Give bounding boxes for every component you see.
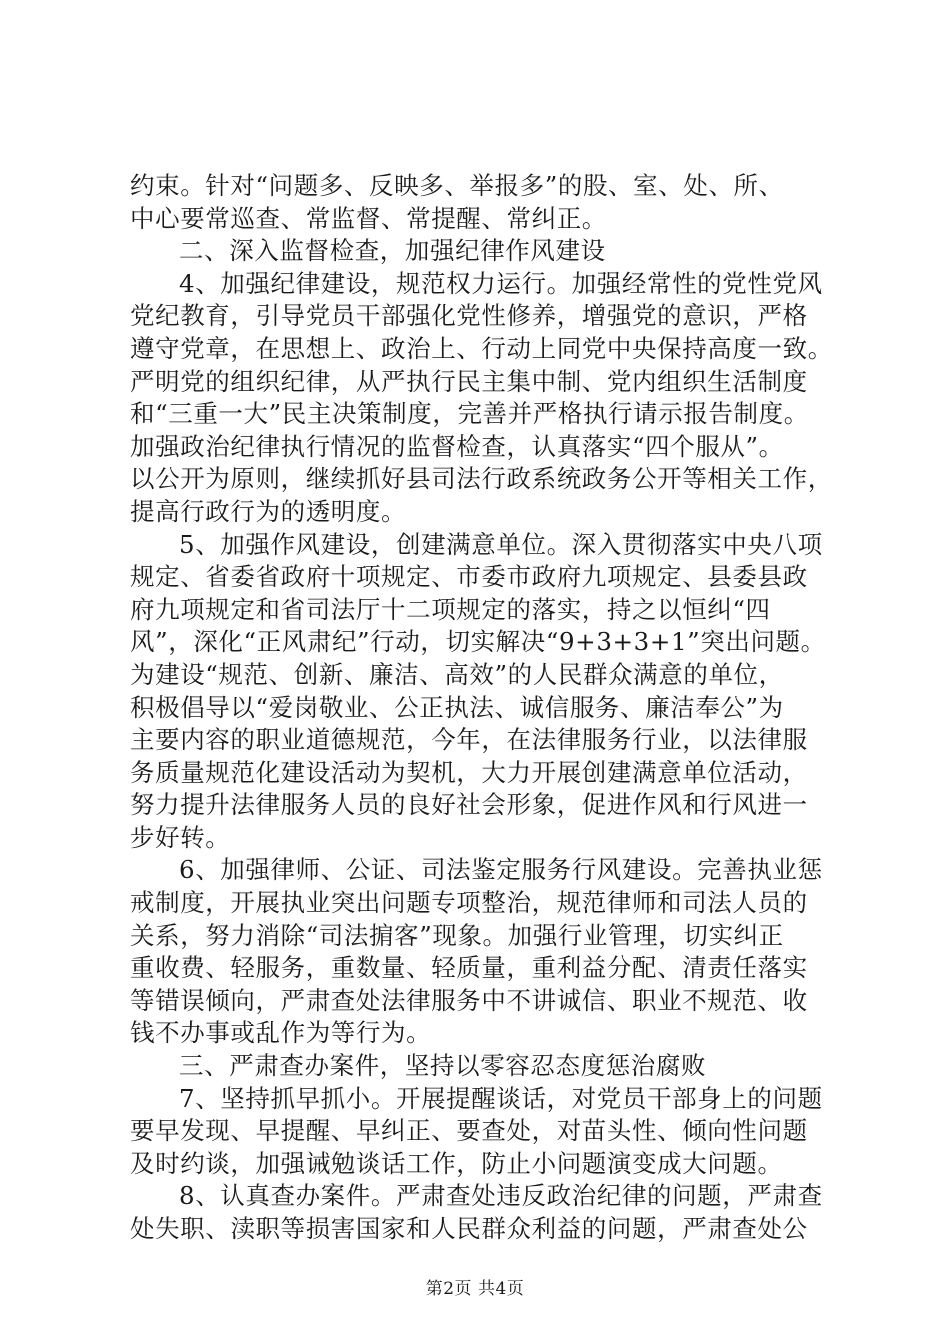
text-line: 要早发现、早提醒、早纠正、要查处，对苗头性、倾向性问题 (130, 1116, 808, 1146)
page-footer: 第2页 共4页 (425, 1279, 525, 1299)
text-line: 7、坚持抓早抓小。开展提醒谈话，对党员干部身上的问题 (179, 1083, 823, 1113)
text-line: 戒制度，开展执业突出问题专项整治，规范律师和司法人员的 (130, 888, 808, 918)
text-line: 等错误倾向，严肃查处法律服务中不讲诚信、职业不规范、收 (130, 985, 808, 1015)
text-line: 关系，努力消除“司法掮客”现象。加强行业管理，切实纠正 (130, 920, 784, 950)
text-line: 和“三重一大”民主决策制度，完善并严格执行请示报告制度。 (130, 399, 809, 429)
text-line: 府九项规定和省司法厅十二项规定的落实，持之以恒纠“四 (130, 594, 771, 624)
text-line: 遵守党章，在思想上、政治上、行动上同党中央保持高度一致。 (130, 333, 833, 363)
text-line: 加强政治纪律执行情况的监督检查，认真落实“四个服从”。 (130, 431, 784, 461)
text-line: 8、认真查办案件。严肃查处违反政治纪律的问题，严肃查 (179, 1181, 823, 1211)
document-body (130, 170, 833, 1246)
text-line: 6、加强律师、公证、司法鉴定服务行风建设。完善执业惩 (179, 855, 823, 885)
text-line: 务质量规范化建设活动为契机，大力开展创建满意单位活动， (130, 757, 808, 787)
text-line: 主要内容的职业道德规范，今年，在法律服务行业，以法律服 (130, 725, 808, 755)
text-line: 为建设“规范、创新、廉洁、高效”的人民群众满意的单位， (130, 659, 784, 689)
text-line: 严明党的组织纪律，从严执行民主集中制、党内组织生活制度 (130, 366, 808, 396)
text-line: 钱不办事或乱作为等行为。 (130, 1018, 432, 1048)
text-line: 规定、省委省政府十项规定、市委市政府九项规定、县委县政 (130, 562, 808, 592)
text-line: 重收费、轻服务，重数量、轻质量，重利益分配、清责任落实 (130, 953, 808, 983)
text-line: 及时约谈，加强诫勉谈话工作，防止小问题演变成大问题。 (130, 1148, 783, 1178)
text-line: 约束。针对“问题多、反映多、举报多”的股、室、处、所、 (130, 171, 784, 200)
text-line: 努力提升法律服务人员的良好社会形象，促进作风和行风进一 (130, 790, 808, 820)
text-line: 中心要常巡查、常监督、常提醒、常纠正。 (130, 203, 607, 233)
text-line: 提高行政行为的透明度。 (130, 496, 407, 526)
text-line: 步好转。 (130, 822, 231, 852)
text-line: 4、加强纪律建设，规范权力运行。加强经常性的党性党风 (179, 268, 823, 298)
text-line: 处失职、渎职等损害国家和人民群众利益的问题，严肃查处公 (130, 1214, 808, 1243)
text-line: 二、深入监督检查，加强纪律作风建设 (179, 236, 606, 266)
text-line: 以公开为原则，继续抓好县司法行政系统政务公开等相关工作， (130, 464, 833, 494)
text-line: 三、严肃查办案件，坚持以零容忍态度惩治腐败 (179, 1051, 707, 1081)
text-line: 5、加强作风建设，创建满意单位。深入贯彻落实中央八项 (179, 529, 823, 559)
text-line: 风”，深化“正风肃纪”行动，切实解决“9+3+3+1”突出问题。 (130, 627, 826, 657)
text-line: 积极倡导以“爱岗敬业、公正执法、诚信服务、廉洁奉公”为 (130, 692, 784, 722)
text-line: 党纪教育，引导党员干部强化党性修养，增强党的意识，严格 (130, 301, 808, 331)
